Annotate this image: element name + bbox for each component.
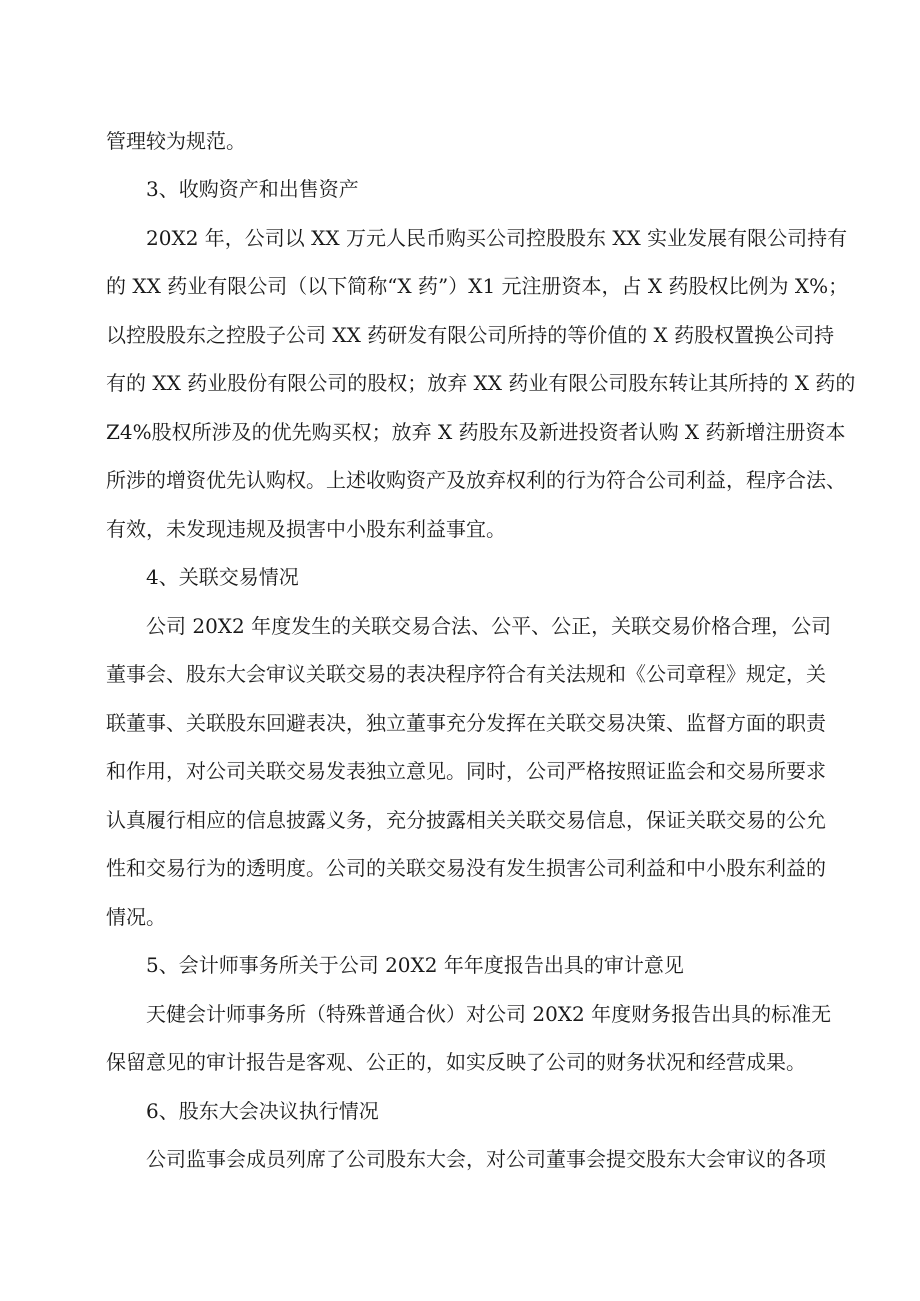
section-heading-5: 5、会计师事务所关于公司 20X2 年年度报告出具的审计意见 [146, 953, 684, 977]
paragraph-line: 有的 XX 药业股份有限公司的股权；放弃 XX 药业有限公司股东转让其所持的 X 药的 [106, 371, 856, 395]
paragraph-line: 管理较为规范。 [106, 129, 246, 153]
paragraph-line: 性和交易行为的透明度。公司的关联交易没有发生损害公司利益和中小股东利益的 [106, 856, 826, 880]
paragraph-line: Z4%股权所涉及的优先购买权；放弃 X 药股东及新进投资者认购 X 药新增注册资本 [106, 420, 846, 444]
paragraph-line: 保留意见的审计报告是客观、公正的，如实反映了公司的财务状况和经营成果。 [106, 1050, 806, 1074]
paragraph-line: 董事会、股东大会审议关联交易的表决程序符合有关法规和《公司章程》规定，关 [106, 662, 826, 686]
paragraph-line: 和作用，对公司关联交易发表独立意见。同时，公司严格按照证监会和交易所要求 [106, 759, 826, 783]
paragraph-line: 公司监事会成员列席了公司股东大会，对公司董事会提交股东大会审议的各项 [146, 1147, 826, 1171]
paragraph-line: 公司 20X2 年度发生的关联交易合法、公平、公正，关联交易价格合理，公司 [146, 614, 832, 638]
paragraph-line: 情况。 [106, 905, 166, 929]
paragraph-line: 所涉的增资优先认购权。上述收购资产及放弃权利的行为符合公司利益，程序合法、 [106, 468, 846, 492]
paragraph-line: 有效，未发现违规及损害中小股东利益事宜。 [106, 517, 506, 541]
paragraph-line: 联董事、关联股东回避表决，独立董事充分发挥在关联交易决策、监督方面的职责 [106, 711, 826, 735]
paragraph-line: 以控股股东之控股子公司 XX 药研发有限公司所持的等价值的 X 药股权置换公司持 [106, 323, 835, 347]
section-heading-4: 4、关联交易情况 [146, 565, 299, 589]
section-heading-6: 6、股东大会决议执行情况 [146, 1099, 379, 1123]
section-heading-3: 3、收购资产和出售资产 [146, 177, 359, 201]
paragraph-line: 20X2 年，公司以 XX 万元人民币购买公司控股股东 XX 实业发展有限公司持有 [146, 226, 848, 250]
paragraph-line: 天健会计师事务所（特殊普通合伙）对公司 20X2 年度财务报告出具的标准无 [146, 1002, 832, 1026]
paragraph-line: 的 XX 药业有限公司（以下简称“X 药”）X1 元注册资本，占 X 药股权比例为 X%； [106, 274, 849, 298]
paragraph-line: 认真履行相应的信息披露义务，充分披露相关关联交易信息，保证关联交易的公允 [106, 808, 826, 832]
